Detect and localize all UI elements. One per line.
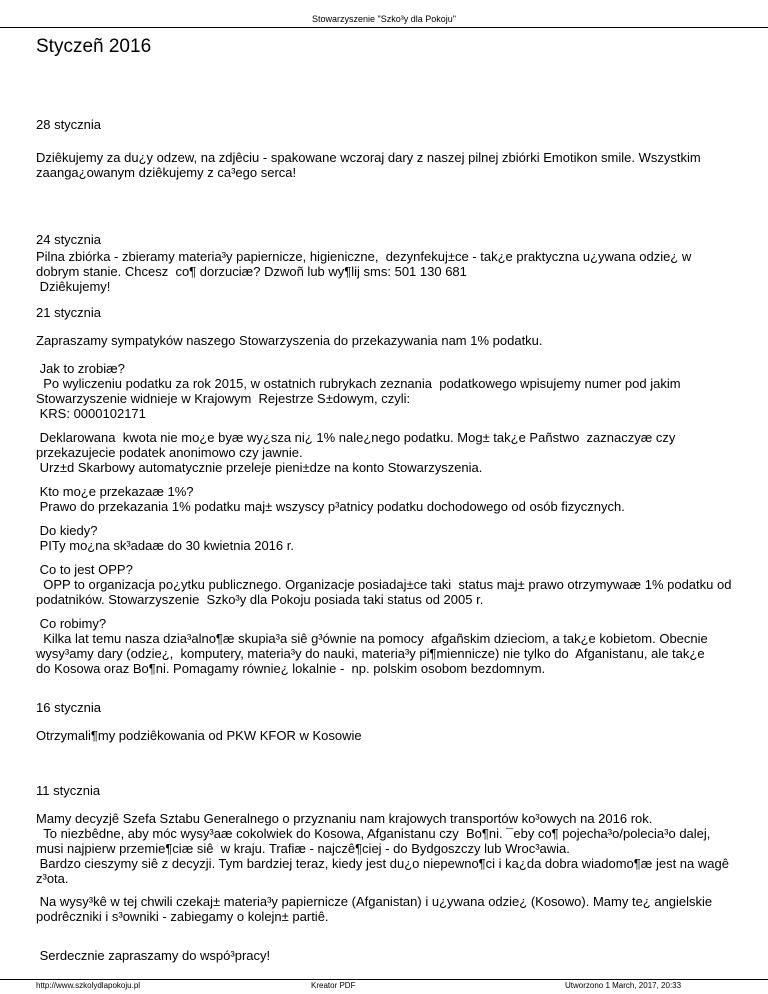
footer-url-link[interactable]: http://www.szkolydlapokoju.pl [36,981,141,990]
page-title: Styczeñ 2016 [36,36,152,57]
text-block: Pilna zbiórka - zbieramy materia³y papiernicze, higieniczne, dezynfekuj±ce - tak¿e praktyczna u¿ywana odzie¿ w dobrym stanie. Chcesz co¶ dorzuciæ? Dzwoñ lub wy¶lij sms: 501 130 681 Dziêkujemy! [36,249,692,294]
text-block: 24 stycznia [36,232,102,247]
text-block: 16 stycznia [36,700,102,715]
text-block: Do kiedy? PITy mo¿na sk³adaæ do 30 kwietnia 2016 r. [39,523,294,553]
text-block: Mamy decyzjê Szefa Sztabu Generalnego o przyznaniu nam krajowych transportów ko³owych na 2016 rok. To niezbêdne, aby móc wysy³aæ cokolwiek do Kosowa, Afganistanu czy Bo¶ni. ¯eby co¶ pojecha³o/polecia³o dalej, musi najpierw przemie¶ciæ siê w kraju. Trafiæ - najczê¶ciej - do Bydgoszczy lub Wroc³awia. Bardzo cieszymy siê z decyzji. Tym bardziej teraz, kiedy jest du¿o niepewno¶ci i ka¿da dobra wiadomo¶æ jest na wagê z³ota. [36,811,729,886]
footer-generator: Kreator PDF [311,981,356,990]
text-block: 28 stycznia [36,117,102,132]
footer-created-date: Utworzono 1 March, 2017, 20:33 [565,981,682,990]
text-block: Co robimy? Kilka lat temu nasza dzia³alno¶æ skupia³a siê g³ównie na pomocy afgañskim dzieciom, a tak¿e kobietom. Obecnie wysy³amy dary (odzie¿, komputery, materia³y do nauki, materia³y pi¶miennicze) nie tylko do Afganistanu, ale tak¿e do Kosowa oraz Bo¶ni. Pomagamy równie¿ lokalnie - np. polskim osobom bezdomnym. [36,616,708,676]
text-block: Zapraszamy sympatyków naszego Stowarzyszenia do przekazywania nam 1% podatku. [36,333,543,348]
text-block: Dziêkujemy za du¿y odzew, na zdjêciu - spakowane wczoraj dary z naszej pilnej zbiórki Emotikon smile. Wszystkim zaanga¿owanym dziêkujemy z ca³ego serca! [36,150,701,180]
text-block: Kto mo¿e przekazaæ 1%? Prawo do przekazania 1% podatku maj± wszyscy p³atnicy podatku dochodowego od osób fizycznych. [39,484,625,514]
text-block: Serdecznie zapraszamy do wspó³pracy! [36,948,271,963]
header-divider [0,27,768,28]
text-block: 21 stycznia [36,305,102,320]
footer-divider [0,979,768,980]
text-block: Jak to zrobiæ? Po wyliczeniu podatku za rok 2015, w ostatnich rubrykach zeznania podatkowego wpisujemy numer pod jakim Stowarzyszenie widnieje w Krajowym Rejestrze S±dowym, czyli: KRS: 0000102171 [36,361,681,421]
text-block: Otrzymali¶my podziêkowania od PKW KFOR w Kosowie [36,728,362,743]
text-block: Deklarowana kwota nie mo¿e byæ wy¿sza ni¿ 1% nale¿nego podatku. Mog± tak¿e Pañstwo zaznaczyæ czy przekazujecie podatek anonimowo czy jawnie. Urz±d Skarbowy automatycznie przeleje pieni±dze na konto Stowarzyszenia. [36,430,676,475]
text-block: 11 stycznia [36,783,101,798]
text-block: Co to jest OPP? OPP to organizacja po¿ytku publicznego. Organizacje posiadaj±ce taki status maj± prawo otrzymywaæ 1% podatku od podatników. Stowarzyszenie Szko³y dla Pokoju posiada taki status od 2005 r. [36,562,732,607]
running-header: Stowarzyszenie "Szko³y dla Pokoju" [312,14,456,24]
text-block: Na wysy³kê w tej chwili czekaj± materia³y papiernicze (Afganistan) i u¿ywana odzie¿ (Kosowo). Mamy te¿ angielskie podrêczniki i s³owniki - zabiegamy o kolejn± partiê. [36,894,713,924]
